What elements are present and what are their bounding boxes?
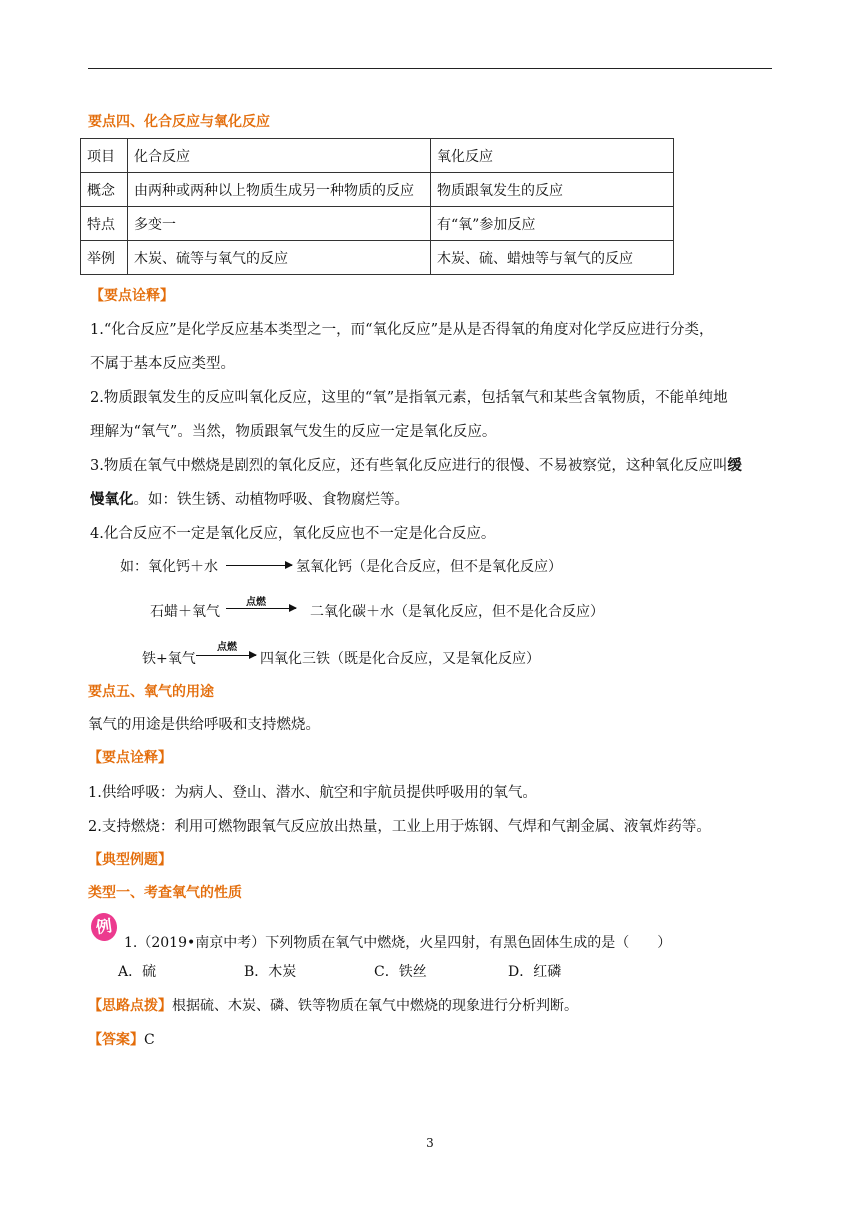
bold-term: 慢氧化	[90, 491, 134, 508]
equation-left: 铁+氧气	[142, 651, 196, 667]
answer-line	[88, 1029, 155, 1049]
table-cell: 有“氧”参加反应	[431, 207, 674, 241]
option-c: C．铁丝	[374, 964, 427, 980]
paragraph-line: 不属于基本反应类型。	[90, 356, 235, 372]
paragraph-line: 理解为“氧气”。当然，物质跟氧气发生的反应一定是氧化反应。	[90, 424, 497, 440]
text-span: 3.物质在氧气中燃烧是剧烈的氧化反应，还有些氧化反应进行的很慢、不易被察觉，这种氧化反应叫	[90, 458, 728, 474]
paragraph-line: 2.物质跟氧发生的反应叫氧化反应，这里的“氧”是指氧元素，包括氧气和某些含氧物质，不能单纯地	[90, 390, 728, 406]
table-cell: 木炭、硫等与氧气的反应	[128, 241, 431, 275]
hint-text: 根据硫、木炭、磷、铁等物质在氧气中燃烧的现象进行分析判断。	[172, 998, 578, 1014]
bold-term: 缓	[727, 457, 742, 474]
section4-heading: 要点四、化合反应与氧化反应	[88, 114, 270, 130]
table-row	[81, 207, 674, 241]
reaction-arrow	[196, 655, 256, 656]
text-span: 。如：铁生锈、动植物呼吸、食物腐烂等。	[133, 492, 409, 508]
hint-line	[88, 995, 578, 1015]
table-cell: 化合反应	[128, 139, 431, 173]
comparison-table	[80, 138, 674, 275]
note-label: 【要点诠释】	[90, 288, 174, 304]
table-cell: 多变一	[128, 207, 431, 241]
paragraph-line: 氧气的用途是供给呼吸和支持燃烧。	[88, 717, 320, 733]
option-b: B．木炭	[244, 964, 297, 980]
example-badge-icon: 例	[89, 911, 119, 942]
answer-text: C	[144, 1032, 155, 1048]
table-cell: 物质跟氧发生的反应	[431, 173, 674, 207]
reaction-arrow	[226, 565, 292, 566]
equation-right: 氢氧化钙（是化合反应，但不是氧化反应）	[296, 559, 562, 575]
option-a: A．硫	[118, 964, 157, 980]
reaction-condition: 点燃	[217, 642, 237, 653]
table-cell: 特点	[81, 207, 128, 241]
table-row	[81, 241, 674, 275]
paragraph-line	[90, 488, 409, 509]
answer-label: 【答案】	[88, 1032, 144, 1048]
table-cell: 木炭、硫、蜡烛等与氧气的反应	[431, 241, 674, 275]
table-cell: 由两种或两种以上物质生成另一种物质的反应	[128, 173, 431, 207]
table-row	[81, 139, 674, 173]
equation-left: 石蜡＋氧气	[150, 604, 220, 620]
examples-label: 【典型例题】	[88, 852, 172, 868]
reaction-condition: 点燃	[246, 597, 266, 608]
equation-left: 如：氧化钙＋水	[120, 559, 218, 575]
hint-label: 【思路点拨】	[88, 998, 172, 1014]
paragraph-line: 1.“化合反应”是化学反应基本类型之一，而“氧化反应”是从是否得氧的角度对化学反应进行分类，	[90, 322, 714, 338]
header-rule	[88, 68, 772, 69]
section5-heading: 要点五、氧气的用途	[88, 684, 214, 700]
page-number: 3	[426, 1136, 434, 1150]
equation-right: 四氧化三铁（既是化合反应，又是氧化反应）	[260, 651, 540, 667]
paragraph-line	[90, 454, 742, 475]
reaction-arrow	[226, 608, 296, 609]
question-text: 1.（2019•南京中考）下列物质在氧气中燃烧，火星四射，有黑色固体生成的是（ ）	[124, 935, 672, 951]
table-cell: 氧化反应	[431, 139, 674, 173]
note-label: 【要点诠释】	[88, 750, 172, 766]
type-heading: 类型一、考查氧气的性质	[88, 885, 242, 901]
table-cell: 概念	[81, 173, 128, 207]
equation-right: 二氧化碳＋水（是氧化反应，但不是化合反应）	[310, 604, 604, 620]
table-cell: 项目	[81, 139, 128, 173]
list-item: 1.供给呼吸：为病人、登山、潜水、航空和宇航员提供呼吸用的氧气。	[88, 785, 537, 801]
table-row	[81, 173, 674, 207]
table-cell: 举例	[81, 241, 128, 275]
list-item: 2.支持燃烧：利用可燃物跟氧气反应放出热量，工业上用于炼钢、气焊和气割金属、液氧炸药等。	[88, 819, 711, 835]
option-d: D．红磷	[508, 964, 562, 980]
paragraph-line: 4.化合反应不一定是氧化反应，氧化反应也不一定是化合反应。	[90, 526, 496, 542]
